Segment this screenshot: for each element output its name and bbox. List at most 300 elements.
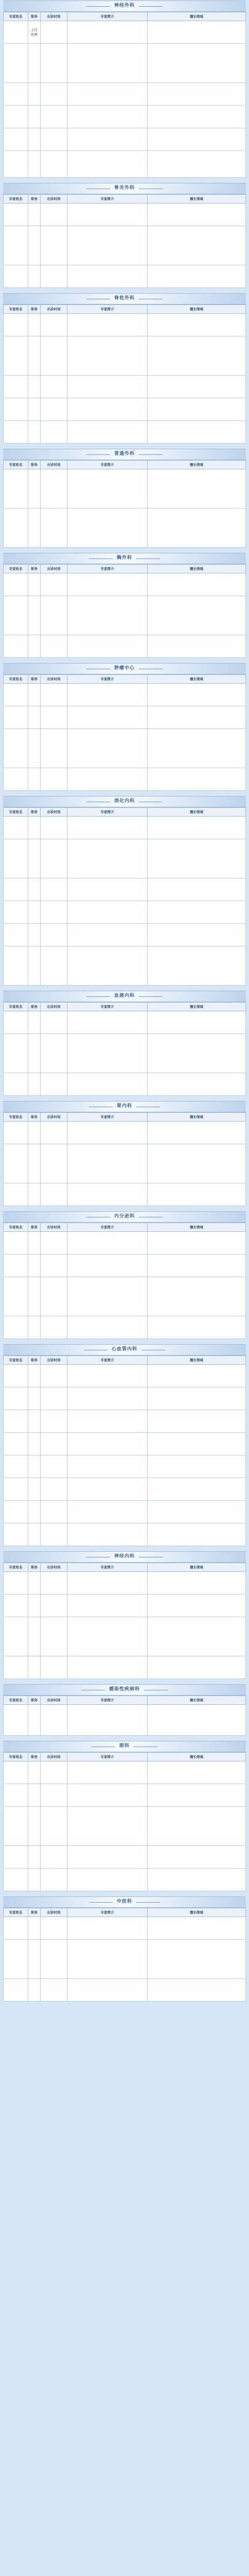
expert-title	[28, 1316, 41, 1339]
expert-title	[28, 1979, 41, 2002]
expert-name	[4, 376, 28, 398]
expert-intro	[67, 1034, 148, 1073]
expert-name	[4, 839, 28, 878]
clinic-time	[41, 817, 67, 839]
department-title-band	[3, 1741, 246, 1752]
expertise	[148, 1656, 246, 1679]
column-header: 专家姓名	[4, 1356, 28, 1365]
department-title: 内分泌科	[114, 1214, 135, 1219]
department-title: 神经内科	[114, 1554, 135, 1560]
column-header: 专家简介	[67, 675, 148, 684]
expertise	[148, 469, 246, 509]
expert-name	[4, 1478, 28, 1501]
column-header: 出诊时间	[41, 461, 67, 469]
expert-intro	[67, 1183, 148, 1206]
clinic-time	[41, 509, 67, 548]
column-header: 专家简介	[67, 1696, 148, 1705]
expert-name	[4, 901, 28, 924]
clinic-time	[41, 1034, 67, 1073]
expertise	[148, 1617, 246, 1656]
column-header: 擅长领域	[148, 808, 246, 817]
expertise	[148, 1316, 246, 1339]
expert-table	[3, 1112, 246, 1206]
title-divider-right	[139, 996, 163, 997]
column-header: 出诊时间	[41, 1563, 67, 1572]
table-row	[4, 1073, 246, 1096]
expertise	[148, 1410, 246, 1433]
table-row	[4, 106, 246, 128]
expert-title	[28, 376, 41, 398]
expertise	[148, 684, 246, 706]
table-row	[4, 265, 246, 288]
expert-intro	[67, 573, 148, 596]
department-sections	[3, 1, 246, 2002]
expert-name	[4, 1122, 28, 1144]
expert-name	[4, 573, 28, 596]
expertise	[148, 1846, 246, 1869]
expertise	[148, 83, 246, 106]
expertise	[148, 1501, 246, 1523]
expert-intro	[67, 839, 148, 878]
expertise	[148, 1940, 246, 1979]
expert-title	[28, 421, 41, 444]
column-header: 专家姓名	[4, 1696, 28, 1705]
expertise	[148, 1433, 246, 1455]
clinic-time	[41, 1122, 67, 1144]
clinic-time	[41, 1410, 67, 1433]
column-header: 专家简介	[67, 12, 148, 21]
expert-name	[4, 1523, 28, 1546]
expert-name	[4, 509, 28, 548]
expert-name	[4, 1656, 28, 1679]
expert-title	[28, 1869, 41, 1891]
expert-table	[3, 1563, 246, 1679]
expert-intro	[67, 83, 148, 106]
table-row	[4, 839, 246, 878]
table-row	[4, 83, 246, 106]
expert-name	[4, 878, 28, 901]
expertise	[148, 336, 246, 376]
expert-table	[3, 1908, 246, 2002]
expert-title	[28, 901, 41, 924]
column-header: 专家姓名	[4, 305, 28, 314]
expert-intro	[67, 729, 148, 768]
expert-title	[28, 1572, 41, 1595]
table-row	[4, 398, 246, 421]
expert-intro	[67, 398, 148, 421]
column-header: 擅长领域	[148, 1223, 246, 1232]
expert-intro	[67, 336, 148, 376]
clinic-time	[41, 1595, 67, 1617]
column-header: 职务	[28, 1223, 41, 1232]
department-title-band	[3, 553, 246, 564]
expert-name	[4, 1846, 28, 1869]
expert-intro	[67, 1501, 148, 1523]
column-header: 专家简介	[67, 195, 148, 204]
table-row	[4, 376, 246, 398]
clinic-time	[41, 314, 67, 336]
expertise	[148, 1761, 246, 1784]
expert-intro	[67, 265, 148, 288]
column-header: 擅长领域	[148, 1356, 246, 1365]
column-header: 职务	[28, 565, 41, 573]
expert-table	[3, 564, 246, 658]
department-title: 中医科	[116, 1899, 132, 1905]
department-title-band	[3, 1551, 246, 1563]
clinic-time	[41, 1433, 67, 1455]
column-header: 擅长领域	[148, 1563, 246, 1572]
department-title: 胸外科	[116, 555, 132, 561]
clinic-time	[41, 573, 67, 596]
expertise	[148, 204, 246, 226]
clinic-time	[41, 901, 67, 924]
expert-intro	[67, 151, 148, 178]
expert-intro	[67, 1455, 148, 1478]
clinic-time	[41, 1705, 67, 1736]
expertise	[148, 1979, 246, 2002]
column-header: 专家简介	[67, 1113, 148, 1122]
expertise	[148, 1869, 246, 1891]
expert-title	[28, 946, 41, 986]
expert-title	[28, 596, 41, 635]
expert-intro	[67, 421, 148, 444]
expert-title	[28, 1034, 41, 1073]
expert-title	[28, 1846, 41, 1869]
department-title: 骨关外科	[114, 185, 135, 191]
expert-name	[4, 226, 28, 265]
expert-name	[4, 1410, 28, 1433]
department-section	[3, 1741, 246, 1891]
expert-name	[4, 336, 28, 376]
expert-intro	[67, 946, 148, 986]
table-row	[4, 1846, 246, 1869]
expert-title	[28, 1073, 41, 1096]
clinic-time	[41, 21, 67, 44]
expert-title	[28, 314, 41, 336]
department-title: 眼科	[119, 1743, 130, 1749]
clinic-time	[41, 1478, 67, 1501]
expert-name	[4, 1011, 28, 1034]
expert-name	[4, 946, 28, 986]
expert-intro	[67, 1572, 148, 1595]
expert-intro	[67, 878, 148, 901]
expertise	[148, 706, 246, 729]
table-row	[4, 1940, 246, 1979]
column-header: 出诊时间	[41, 565, 67, 573]
expertise	[148, 1232, 246, 1255]
expertise	[148, 398, 246, 421]
table-row	[4, 768, 246, 791]
department-title-band	[3, 1, 246, 12]
department-title-band	[3, 991, 246, 1002]
column-header: 专家简介	[67, 1563, 148, 1572]
expertise	[148, 226, 246, 265]
table-row	[4, 1255, 246, 1277]
clinic-time	[41, 469, 67, 509]
clinic-time	[41, 1501, 67, 1523]
expert-name	[4, 1034, 28, 1073]
column-header: 擅长领域	[148, 305, 246, 314]
expert-intro	[67, 768, 148, 791]
expertise	[148, 901, 246, 924]
clinic-time	[41, 878, 67, 901]
column-header: 专家姓名	[4, 1753, 28, 1761]
column-header: 职务	[28, 1113, 41, 1122]
expert-title	[28, 768, 41, 791]
department-title-band	[3, 1211, 246, 1223]
title-divider-left	[86, 454, 110, 455]
clinic-time	[41, 1387, 67, 1410]
clinic-time	[41, 1277, 67, 1316]
column-header: 专家简介	[67, 461, 148, 469]
expert-name	[4, 314, 28, 336]
clinic-time	[41, 1073, 67, 1096]
expert-name	[4, 924, 28, 946]
expert-title	[28, 1761, 41, 1784]
expertise	[148, 1034, 246, 1073]
table-row	[4, 336, 246, 376]
department-title-band	[3, 1896, 246, 1908]
expert-table	[3, 1696, 246, 1736]
clinic-time	[41, 1144, 67, 1183]
expert-name	[4, 596, 28, 635]
expertise	[148, 573, 246, 596]
department-title-band	[3, 1684, 246, 1696]
expert-intro	[67, 376, 148, 398]
expert-name	[4, 1784, 28, 1807]
column-header: 出诊时间	[41, 808, 67, 817]
column-header: 擅长领域	[148, 1696, 246, 1705]
department-section	[3, 1, 246, 178]
expert-title	[28, 1595, 41, 1617]
department-title-band	[3, 1344, 246, 1355]
expertise	[148, 1455, 246, 1478]
expertise	[148, 839, 246, 878]
expert-name	[4, 1572, 28, 1595]
column-header: 专家姓名	[4, 565, 28, 573]
expert-title	[28, 204, 41, 226]
table-row	[4, 1034, 246, 1073]
clinic-time	[41, 1011, 67, 1034]
expertise	[148, 1122, 246, 1144]
expert-title	[28, 128, 41, 151]
expert-name	[4, 44, 28, 83]
expert-name	[4, 768, 28, 791]
department-section	[3, 1101, 246, 1206]
table-row	[4, 684, 246, 706]
table-row	[4, 151, 246, 178]
expert-title	[28, 1365, 41, 1387]
expert-title	[28, 106, 41, 128]
expert-name	[4, 1387, 28, 1410]
expert-name	[4, 1232, 28, 1255]
column-header: 出诊时间	[41, 1003, 67, 1011]
expert-title	[28, 1656, 41, 1679]
expert-name	[4, 421, 28, 444]
clinic-time	[41, 684, 67, 706]
expert-name	[4, 1761, 28, 1784]
expert-title	[28, 1011, 41, 1034]
expert-name	[4, 635, 28, 658]
expertise	[148, 729, 246, 768]
expert-intro	[67, 817, 148, 839]
expertise	[148, 1183, 246, 1206]
title-divider-left	[86, 6, 110, 7]
expert-name	[4, 1365, 28, 1387]
expert-name	[4, 204, 28, 226]
clinic-time	[41, 1940, 67, 1979]
table-row	[4, 1617, 246, 1656]
department-section	[3, 1684, 246, 1736]
title-divider-right	[139, 454, 163, 455]
department-title-band	[3, 796, 246, 807]
department-title: 感染性疾病科	[109, 1687, 140, 1692]
table-row	[4, 596, 246, 635]
department-title: 脊柱外科	[114, 296, 135, 301]
expert-title	[28, 226, 41, 265]
column-header: 职务	[28, 12, 41, 21]
expert-intro	[67, 1761, 148, 1784]
expert-name	[4, 1917, 28, 1940]
expert-name	[4, 1073, 28, 1096]
expert-title	[28, 817, 41, 839]
expert-intro	[67, 128, 148, 151]
clinic-time	[41, 596, 67, 635]
column-header: 职务	[28, 1356, 41, 1365]
expert-name	[4, 1316, 28, 1339]
column-header: 专家姓名	[4, 195, 28, 204]
table-row	[4, 1183, 246, 1206]
table-row	[4, 1917, 246, 1940]
table-row	[4, 1656, 246, 1679]
clinic-time	[41, 1455, 67, 1478]
column-header: 擅长领域	[148, 565, 246, 573]
expert-title	[28, 1455, 41, 1478]
table-row	[4, 1433, 246, 1455]
expert-title	[28, 1478, 41, 1501]
expert-table	[3, 460, 246, 548]
table-row	[4, 314, 246, 336]
clinic-time	[41, 924, 67, 946]
expertise	[148, 1572, 246, 1595]
expertise	[148, 376, 246, 398]
expert-table	[3, 674, 246, 791]
expert-table	[3, 12, 246, 178]
title-divider-right	[136, 1902, 160, 1903]
table-row	[4, 204, 246, 226]
column-header: 职务	[28, 1003, 41, 1011]
expert-title	[28, 336, 41, 376]
column-header: 出诊时间	[41, 1696, 67, 1705]
expertise	[148, 878, 246, 901]
table-row	[4, 421, 246, 444]
clinic-time	[41, 946, 67, 986]
clinic-time	[41, 1255, 67, 1277]
department-section	[3, 183, 246, 288]
column-header: 职务	[28, 1908, 41, 1917]
expert-intro	[67, 1523, 148, 1546]
expert-intro	[67, 684, 148, 706]
column-header: 专家简介	[67, 1356, 148, 1365]
expert-name	[4, 706, 28, 729]
expert-intro	[67, 1232, 148, 1255]
expert-title	[28, 1387, 41, 1410]
expertise	[148, 1387, 246, 1410]
clinic-time	[41, 226, 67, 265]
expert-name	[4, 1501, 28, 1523]
expertise	[148, 1523, 246, 1546]
expert-title	[28, 635, 41, 658]
table-row	[4, 878, 246, 901]
column-header: 专家姓名	[4, 1908, 28, 1917]
column-header: 擅长领域	[148, 1753, 246, 1761]
expertise	[148, 1705, 246, 1736]
expert-name	[4, 1940, 28, 1979]
expertise	[148, 1073, 246, 1096]
expert-intro	[67, 1073, 148, 1096]
column-header: 出诊时间	[41, 1356, 67, 1365]
table-row	[4, 1365, 246, 1387]
expert-name	[4, 729, 28, 768]
expert-name	[4, 1869, 28, 1891]
clinic-time	[41, 729, 67, 768]
expert-name	[4, 1807, 28, 1846]
expert-name	[4, 265, 28, 288]
column-header: 专家姓名	[4, 461, 28, 469]
expert-title	[28, 398, 41, 421]
column-header: 擅长领域	[148, 195, 246, 204]
column-header: 出诊时间	[41, 1113, 67, 1122]
department-section	[3, 1551, 246, 1679]
expertise	[148, 1365, 246, 1387]
column-header: 擅长领域	[148, 675, 246, 684]
table-row	[4, 1122, 246, 1144]
table-row	[4, 573, 246, 596]
expert-title	[28, 839, 41, 878]
expert-title	[28, 509, 41, 548]
expert-name	[4, 151, 28, 178]
table-row	[4, 1761, 246, 1784]
expert-intro	[67, 1656, 148, 1679]
clinic-time	[41, 398, 67, 421]
table-row	[4, 901, 246, 924]
expert-intro	[67, 1410, 148, 1433]
department-title-band	[3, 663, 246, 674]
expertise	[148, 924, 246, 946]
column-header: 职务	[28, 461, 41, 469]
clinic-time	[41, 421, 67, 444]
expert-title	[28, 1940, 41, 1979]
expertise	[148, 1917, 246, 1940]
expert-table	[3, 1002, 246, 1096]
title-divider-right	[139, 6, 163, 7]
expertise	[148, 817, 246, 839]
department-section	[3, 1211, 246, 1339]
clinic-time	[41, 1183, 67, 1206]
expert-title	[28, 573, 41, 596]
department-title: 心血管内科	[111, 1347, 137, 1352]
expert-title	[28, 1144, 41, 1183]
table-row	[4, 1232, 246, 1255]
table-row	[4, 1705, 246, 1736]
expertise	[148, 265, 246, 288]
table-row	[4, 226, 246, 265]
table-row	[4, 1387, 246, 1410]
table-row	[4, 1478, 246, 1501]
table-row	[4, 1144, 246, 1183]
column-header: 职务	[28, 1696, 41, 1705]
expert-title	[28, 729, 41, 768]
